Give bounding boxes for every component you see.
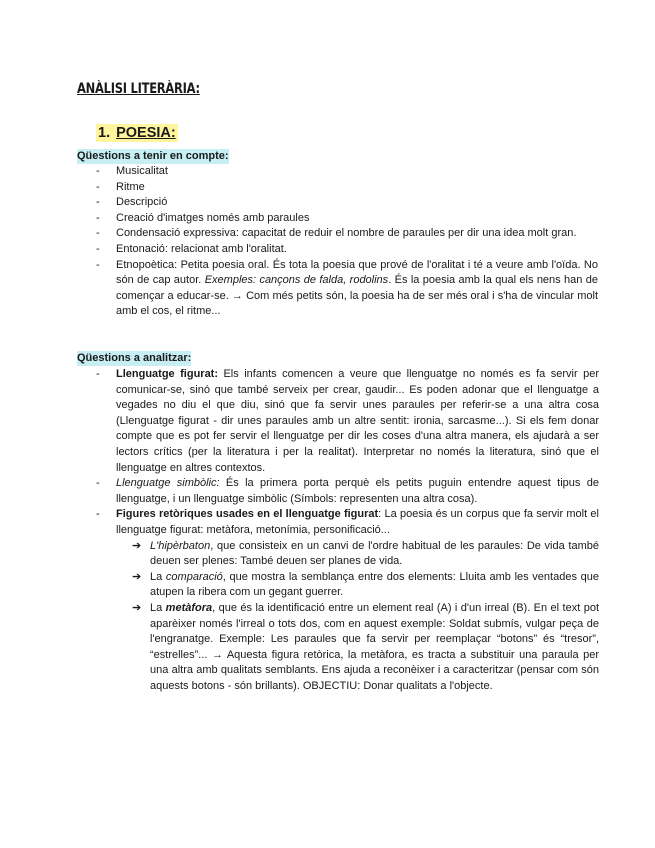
- etno-lead: Etnopoètica: Petita poesia oral. És tota la poesia que prové de l'oralitat i té a veure amb l'oïda. No són de cap autor.: [116, 258, 598, 287]
- figurat-term: Llenguatge figurat:: [116, 368, 219, 380]
- comparacio-text: , que mostra la semblança entre dos elements: Lluita amb les ventades que atupen la ribera com un gegant guerrer.: [150, 570, 599, 599]
- list-item-simbolic: [96, 476, 599, 507]
- hiperbaton-text: , que consisteix en un canvi de l'ordre habitual de les paraules: De vida també deuen ser plenes: També deuen ser planes de vida.: [150, 539, 599, 568]
- metafora-text: , que és la identificació entre un element real (A) i d'un irreal (B). En el text pot aparèixer només l'irreal o tots dos, com en aquest exemple: Soldat submís, vulgar peça de l'engranatge. Exemple: Les paraules que fa servir per reemplaçar “botons” és “tresor”, “estrelles”... → Aquesta figura retòrica, la metàfora, es tracta a substituir una paraula per una altra amb qualitats semblants. Ens ajuda a reconèixer i a caracteritzar (pensar com són aquests botons - són brillants). OBJECTIU: Donar qualitats a l'objecte.: [150, 601, 599, 692]
- list-item-figurat: [96, 367, 599, 476]
- analysis-heading: Qüestions a analitzar:: [77, 352, 192, 364]
- list-item: - Descripció: [96, 195, 598, 211]
- considerations-list: [96, 164, 598, 320]
- comparacio-term: comparació: [165, 570, 223, 583]
- etno-examples: Exemples: cançons de falda, rodolins: [204, 274, 389, 287]
- section-number: 1.: [98, 125, 111, 141]
- simbolic-term: Llenguatge simbòlic:: [116, 477, 220, 490]
- figurat-text: Els infants comencen a veure que llenguatge no només es fa servir per comunicar-se, sinó que també serveix per crear, gaudir... Es poden adonar que el llenguatge a vegades no diu el que diu, sinó que fa servir unes paraules per referir-se a una altra cosa (Llenguatge figurat - dir unes paraules amb un altre sentit: ironia, sarcasme...). Si els fem donar compte que es pot fer servir el llenguatge per dir les coses d'una altra manera, els ajudarà a ser lectors crítics (per la literatura i per la realitat). Interpretar no només la literatura, sinó que el llenguatge en altres contextos.: [116, 368, 599, 474]
- list-item-figures: [96, 507, 599, 694]
- list-item: - Musicalitat: [96, 164, 598, 180]
- section-title: [96, 124, 178, 142]
- etno-rest: . És la poesia amb la qual els nens han de començar a educar-se. → Com més petits són, la poesia ha de ser més oral i s'ha de vincular molt amb el cos, el ritme...: [116, 274, 598, 318]
- figures-term: Figures retòriques usades en el llenguatge figurat: [116, 508, 379, 521]
- considerations-heading: Qüestions a tenir en compte:: [77, 150, 229, 162]
- figures-text: : La poesia és un corpus que fa servir molt el llenguatge figurat: metàfora, metonímia, personificació...: [116, 508, 599, 536]
- list-item: - Creació d'imatges només amb paraules: [96, 211, 598, 227]
- list-item: - Condensació expressiva: capacitat de reduir el nombre de paraules per dir una idea molt gran.: [96, 226, 598, 242]
- list-item: - Ritme: [96, 180, 598, 196]
- metafora-pre: La: [150, 601, 166, 614]
- document-title: ANÀLISI LITERÀRIA:: [77, 81, 200, 97]
- sublist-item-hiperbaton: [132, 539, 599, 570]
- figures-sublist: [132, 539, 599, 695]
- hiperbaton-term: L'hipèrbaton: [150, 539, 211, 552]
- simbolic-text: És la primera porta perquè els petits puguin entendre aquest tipus de llenguatge, i un llenguatge simbòlic (Símbols: representen una altra cosa).: [116, 477, 599, 505]
- comparacio-pre: La: [150, 570, 166, 583]
- section-name: POESIA:: [116, 125, 176, 141]
- metafora-term: metàfora: [165, 601, 213, 614]
- analysis-list: [96, 367, 599, 694]
- list-item-etnopoetica: [96, 258, 598, 320]
- list-item: - Entonació: relacionat amb l'oralitat.: [96, 242, 598, 258]
- sublist-item-metafora: [132, 601, 599, 695]
- sublist-item-comparacio: [132, 570, 599, 601]
